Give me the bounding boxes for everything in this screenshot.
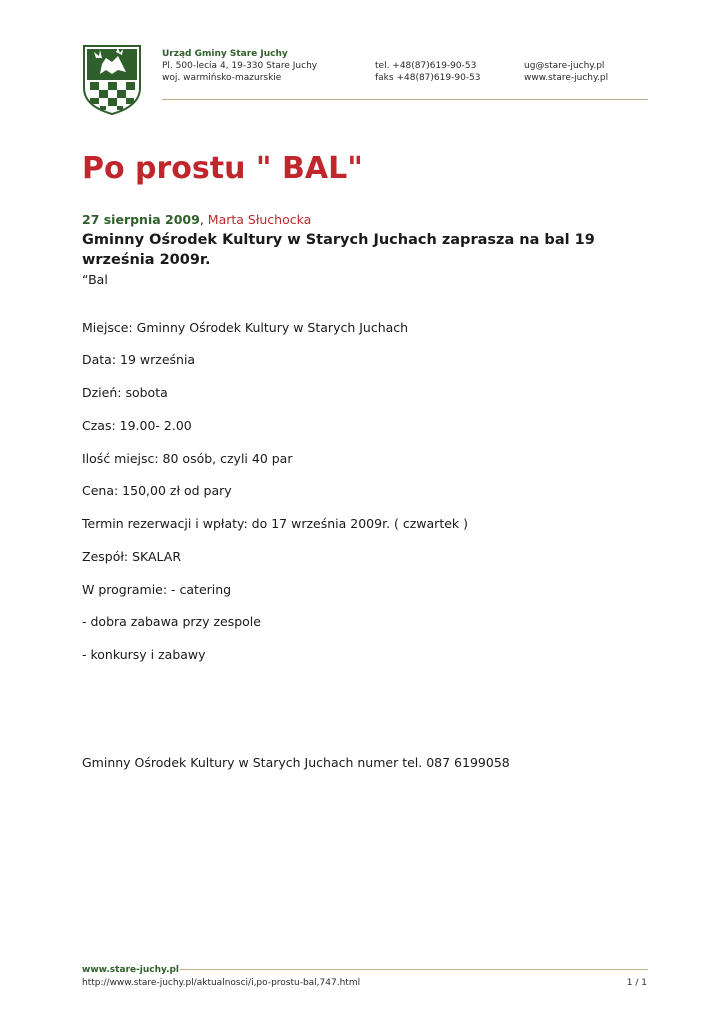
header-contact-block <box>375 60 481 84</box>
phone-number: tel. +48(87)619-90-53 <box>375 61 477 71</box>
paragraph-program-item: - konkursy i zabawy <box>82 647 206 662</box>
footer-divider <box>180 969 648 970</box>
paragraph-contact: Gminny Ośrodek Kultury w Starych Juchach numer tel. 087 6199058 <box>82 755 510 770</box>
header-address-block <box>162 48 317 84</box>
article-meta <box>82 212 311 228</box>
header-web-block <box>524 60 608 84</box>
article-lead: Gminny Ośrodek Kultury w Starych Juchach zaprasza na bal 19 września 2009r. <box>82 232 595 268</box>
article-author: Marta Słuchocka <box>207 212 312 227</box>
paragraph-date: Data: 19 września <box>82 352 196 367</box>
header-divider <box>162 99 648 100</box>
meta-separator: , <box>199 212 208 227</box>
paragraph-band: Zespół: SKALAR <box>82 549 182 564</box>
email-link[interactable]: ug@stare-juchy.pl <box>524 61 605 71</box>
paragraph-day: Dzień: sobota <box>82 385 168 400</box>
paragraph-price: Cena: 150,00 zł od pary <box>82 483 232 498</box>
address-line-2: woj. warmińsko-mazurskie <box>162 73 282 83</box>
footer-page-number: 1 / 1 <box>626 978 647 988</box>
address-line-1: Pl. 500-lecia 4, 19-330 Stare Juchy <box>162 61 318 71</box>
paragraph-program-item: - dobra zabawa przy zespole <box>82 614 261 629</box>
paragraph-seats: Ilość miejsc: 80 osób, czyli 40 par <box>82 451 293 466</box>
website-link[interactable]: www.stare-juchy.pl <box>524 73 609 83</box>
footer-site-link[interactable]: www.stare-juchy.pl <box>82 965 180 975</box>
footer-page-url[interactable]: http://www.stare-juchy.pl/aktualnosci/i,po-prostu-bal,747.html <box>82 978 361 988</box>
article-title: Po prostu " BAL" <box>82 151 363 186</box>
paragraph-booking: Termin rezerwacji i wpłaty: do 17 września 2009r. ( czwartek ) <box>82 516 469 531</box>
coat-of-arms-logo <box>82 44 142 116</box>
org-name: Urząd Gminy Stare Juchy <box>162 49 288 59</box>
fax-number: faks +48(87)619-90-53 <box>375 73 481 83</box>
paragraph-place: Miejsce: Gminny Ośrodek Kultury w Starych Juchach <box>82 320 409 335</box>
article-date: 27 sierpnia 2009 <box>82 212 200 227</box>
paragraph-time: Czas: 19.00- 2.00 <box>82 418 192 433</box>
paragraph-intro: “Bal <box>82 272 108 287</box>
paragraph-program: W programie: - catering <box>82 582 232 597</box>
coat-of-arms-icon <box>82 44 142 116</box>
